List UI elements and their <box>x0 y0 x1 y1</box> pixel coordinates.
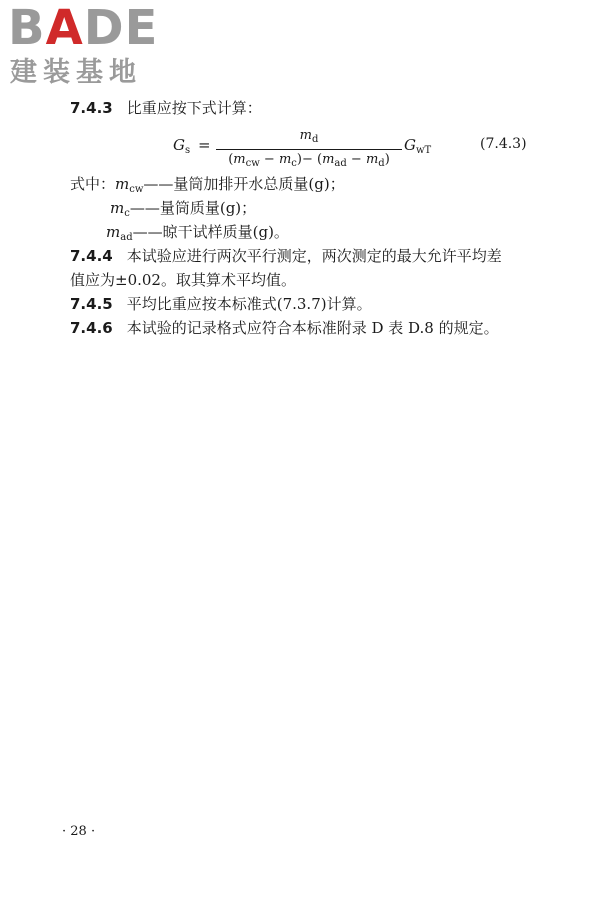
where-line-2: $m_c——$量筒质量(g)； <box>110 199 257 219</box>
where-line-1: 式中：$m_{cw}——$量筒加排开水总质量(g)； <box>70 175 345 195</box>
clause-7-4-3: 7.4.3 比重应按下式计算： <box>70 99 262 117</box>
logo-wordmark: BADE <box>8 0 159 56</box>
bade-logo <box>8 0 178 88</box>
fraction-bar <box>216 149 402 150</box>
formula-gwt: $G_{wT}$ <box>404 136 432 156</box>
formula-gs: $G_s$ <box>173 136 191 156</box>
clause-7-4-4-cont: 值应为±0.02。取其算术平均值。 <box>70 271 296 289</box>
fraction-numerator: $m_d$ <box>299 128 319 145</box>
clause-7-4-5: 7.4.5 平均比重应按本标准式(7.3.7)计算。 <box>70 295 372 313</box>
clause-7-4-4: 7.4.4 本试验应进行两次平行测定，两次测定的最大允许平均差 <box>70 247 502 265</box>
formula-fraction <box>216 128 402 172</box>
logo-chinese: 建装基地 <box>10 57 142 88</box>
page-number: · 28 · <box>62 824 96 839</box>
equation-number: (7.4.3) <box>480 136 527 152</box>
where-line-3: $m_{ad}——$晾干试样质量(g)。 <box>106 223 289 243</box>
fraction-denominator: $(m_{cw} - m_c)- (m_{ad} - m_d)$ <box>228 152 390 169</box>
clause-7-4-6: 7.4.6 本试验的记录格式应符合本标准附录 D 表 D.8 的规定。 <box>70 319 499 337</box>
formula-7-4-3: $G_s$ = $m_d$ $(m_{cw} - m_c)- (m_{ad} - m_d)$ $G_{wT}$ (7.4.3) <box>70 128 540 168</box>
